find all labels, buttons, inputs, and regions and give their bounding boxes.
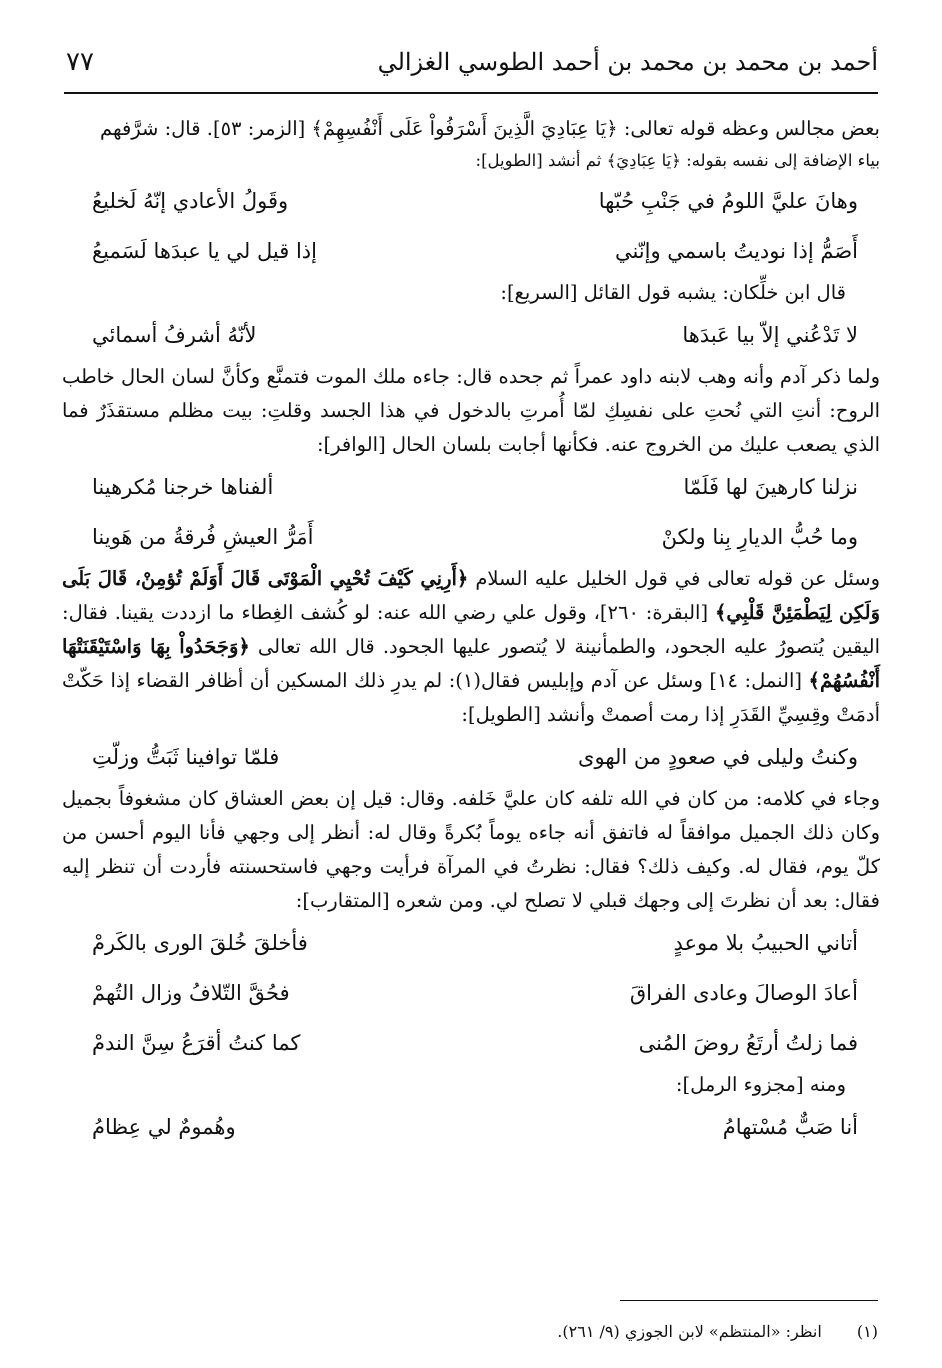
- verse-line: [62, 176, 880, 226]
- paragraph: ومنه [مجزوء الرمل]:: [675, 1073, 846, 1096]
- verse-first-hemistich: وهانَ عليَّ اللومُ في جَنْبِ حُبّها: [598, 189, 858, 213]
- paragraph-text: [النمل: ١٤] وسئل عن آدم وإبليس فقال(١): لم يدرِ ذلك المسكين أن أظافر القضاء إذا حَكّتْ أدمَتْ وقِسِيِّ القَدَرِ إذا رمت أصمتْ وأنشد [الطويل]:: [62, 669, 880, 726]
- paragraph: [62, 562, 880, 732]
- paragraph: بعض مجالس وعظه قوله تعالى: ﴿يَا عِبَادِيَ الَّذِينَ أَسْرَفُواْ عَلَى أَنْفُسِهِمْ﴾ [الزمر: ٥٣]. قال: شرَّفهم: [99, 117, 880, 140]
- verse-line: [62, 512, 880, 562]
- footnote-text: انظر: «المنتظم» لابن الجوزي (٩/ ٢٦١).: [557, 1322, 822, 1341]
- verse-line: [62, 918, 880, 968]
- verse-line: [62, 1018, 880, 1068]
- verse-first-hemistich: لا تَدْعُني إلاّ بيا عَبدَها: [682, 323, 858, 347]
- verse-second-hemistich: فحُقَّ التّلافُ وزال التُهمْ: [92, 981, 290, 1005]
- verse-first-hemistich: أعادَ الوصالَ وعادى الفراقَ: [629, 981, 858, 1005]
- verse-second-hemistich: إذا قيل لي يا عبدَها لَسَميعُ: [92, 239, 317, 263]
- paragraph-text: وسئل عن قوله تعالى في قول الخليل عليه السلام: [468, 567, 880, 590]
- verse-line: [62, 462, 880, 512]
- verse-line: [62, 732, 880, 782]
- quran-quote: ﴿وَجَحَدُواْ بِهَا وَاسْتَيْقَنَتْهَا أَنْفُسُهُمْ﴾: [62, 635, 881, 692]
- verse-first-hemistich: أنا صَبٌّ مُسْتهامُ: [722, 1115, 858, 1139]
- verse-line: [62, 310, 880, 360]
- verse-second-hemistich: وهُمومٌ لي عِظامُ: [92, 1115, 236, 1139]
- footnote-rule: [620, 1300, 878, 1301]
- verse-second-hemistich: فأخلقَ خُلقَ الورى بالكَرمْ: [92, 931, 308, 955]
- header-title: أحمد بن محمد بن محمد بن أحمد الطوسي الغزالي: [377, 48, 878, 76]
- paragraph: قال ابن خلِّكان: يشبه قول القائل [السريع]:: [500, 281, 846, 304]
- footnote-number: (١): [856, 1322, 878, 1341]
- verse-second-hemistich: كما كنتُ أقرَعُ سِنَّ الندمْ: [92, 1031, 301, 1055]
- footnote: [64, 1322, 878, 1341]
- verse-first-hemistich: نزلنا كارهينَ لها فَلَمّا: [683, 475, 858, 499]
- paragraph: بياء الإضافة إلى نفسه بقوله: ﴿يَا عِبَادِيَ﴾ ثم أنشد [الطويل]:: [475, 151, 880, 170]
- verse-first-hemistich: أتاني الحبيبُ بلا موعدٍ: [673, 931, 858, 955]
- verse-line: [62, 226, 880, 276]
- verse-first-hemistich: فما زلتُ أرتَعُ روضَ المُنى: [638, 1031, 858, 1055]
- verse-second-hemistich: ألفناها خرجنا مُكرهينا: [92, 475, 274, 499]
- verse-line: [62, 1102, 880, 1152]
- paragraph-text: [البقرة: ٢٦٠]، وقول علي رضي الله عنه: لو كُشف الغِطاء ما ازددت يقينا. فقال: اليقين يُتصورُ عليه الجحود، والطمأنينة لا يُتصور عليها الجحود. قال الله تعالى: [62, 601, 880, 658]
- paragraph: وجاء في كلامه: من كان في الله تلفه كان عليَّ خَلفه. وقال: قيل إن بعض العشاق كان مشغوفاً بجميل وكان ذلك الجميل موافقاً له فاتفق أنه جاءه يوماً بُكرةً وقال له: أنظر إلى وجهي فأنا اليوم أحسن من كلّ يوم، فقال له. وكيف ذلك؟ فقال: نظرتُ في المرآة فرأيت وجهي فاستحسنته فأردت أن تنظر إليه فقال: بعد أن نظرتَ إلى وجهك قبلي لا تصلح لي. ومن شعره [المتقارب]:: [62, 787, 880, 912]
- verse-line: [62, 968, 880, 1018]
- verse-first-hemistich: أَصَمُّ إذا نوديتُ باسمي وإنّني: [614, 239, 858, 263]
- running-header: [66, 38, 878, 86]
- quran-quote: ﴿أَرِنِي كَيْفَ تُحْيِي الْمَوْتَى قَالَ أَوَلَمْ تُؤمِنْ، قَالَ بَلَى وَلَكِن لِيَطْمَئِنَّ قَلْبِي﴾: [62, 567, 880, 624]
- verse-second-hemistich: لأنّهُ أشرفُ أسمائي: [92, 323, 257, 347]
- verse-second-hemistich: وقَولُ الأعادي إنّهُ لَخليعُ: [92, 189, 289, 213]
- header-rule: [64, 92, 878, 94]
- page-body: [62, 112, 880, 1152]
- verse-second-hemistich: أَمَرُّ العيشِ فُرقةُ من هَوينا: [92, 525, 314, 549]
- page-number: ٧٧: [66, 47, 94, 77]
- verse-first-hemistich: وكنتُ وليلى في صعودٍ من الهوى: [578, 745, 858, 769]
- verse-first-hemistich: وما حُبُّ الديارِ بِنا ولكنْ: [661, 525, 858, 549]
- paragraph: ولما ذكر آدم وأنه وهب لابنه داود عمراً ثم جحده قال: جاءه ملك الموت فتمنَّع وكأنَّ لسان الحال خاطب الروح: أنتِ التي نُحتِ على نفسِكِ لمّا أُمرتِ بالدخول في هذا الجسد وقلتِ: بيت مظلم مستقذَرٌ فما الذي يصعب عليك من الخروج عنه. فكأنها أجابت بلسان الحال [الوافر]:: [62, 365, 880, 456]
- verse-second-hemistich: فلمّا توافينا ثَبَتُّ وزلّتِ: [92, 745, 280, 769]
